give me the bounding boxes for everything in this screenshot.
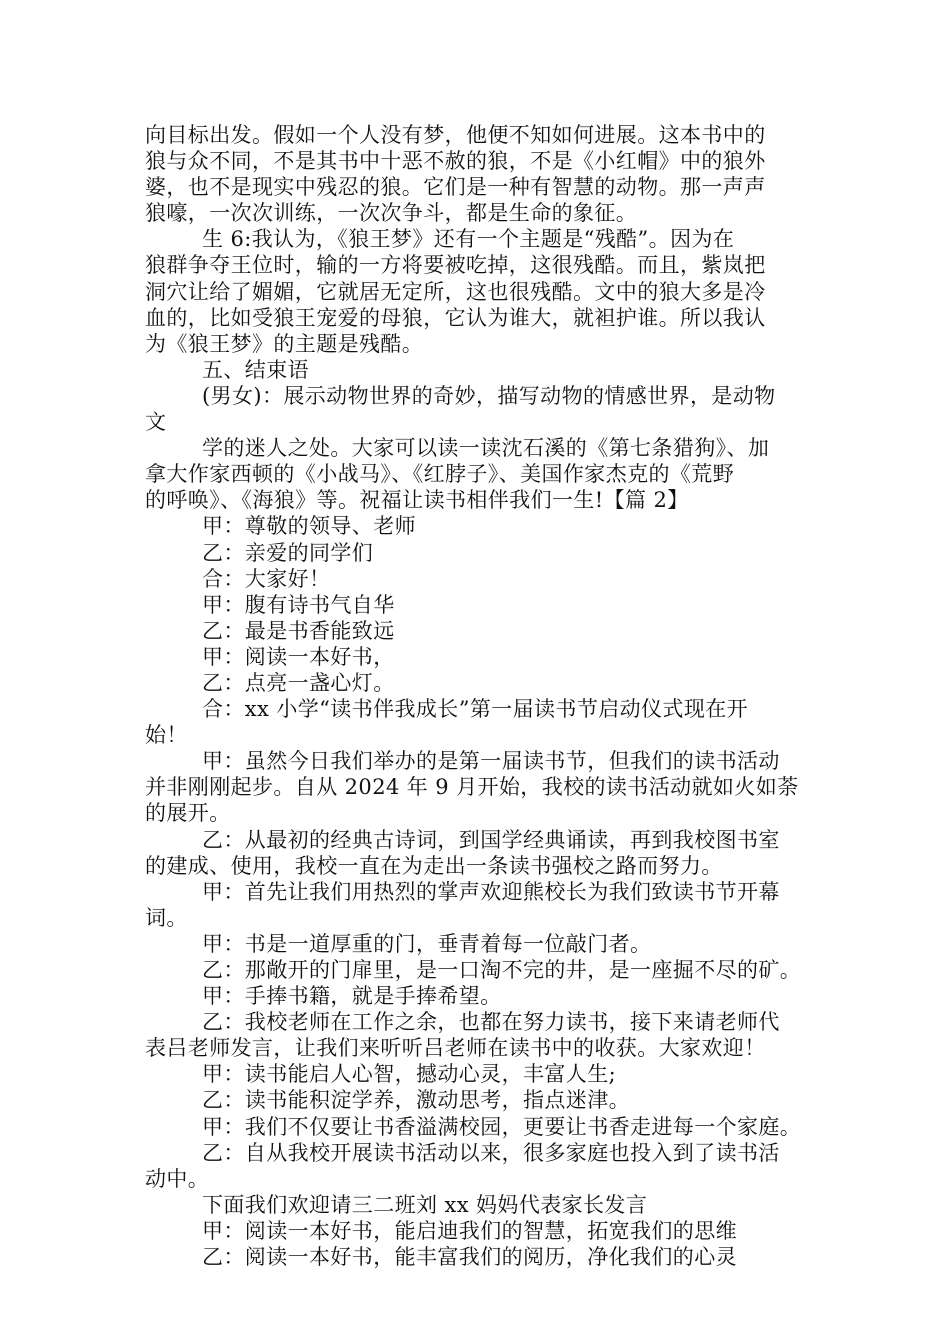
text-line: 乙：点亮一盏心灯。 (202, 670, 395, 695)
text-line: 为《狼王梦》的主题是残酷。 (145, 331, 424, 356)
text-line: 甲：阅读一本好书， (202, 644, 395, 669)
text-line: 向目标出发。假如一个人没有梦，他便不知如何进展。这本书中的 (145, 123, 766, 147)
text-line: 的建成、使用，我校一直在为走出一条读书强校之路而努力。 (145, 853, 723, 878)
text-line: 乙：阅读一本好书，能丰富我们的阅历，净化我们的心灵 (202, 1245, 737, 1270)
text-line: 的呼唤》、《海狼》等。祝福让读书相伴我们一生!【篇 2】 (145, 488, 689, 513)
text-line: 始！ (145, 723, 188, 748)
text-line: 甲：首先让我们用热烈的掌声欢迎熊校长为我们致读书节开幕 (202, 879, 780, 904)
text-line: 乙：从最初的经典古诗词，到国学经典诵读，再到我校图书室 (202, 827, 780, 852)
text-line: 狼嚎，一次次训练，一次次争斗，都是生命的象征。 (145, 201, 638, 226)
text-line: 乙：那敞开的门扉里，是一口淘不完的井，是一座掘不尽的矿。 (202, 958, 802, 982)
text-line: 甲：我们不仅要让书香溢满校园，更要让书香走进每一个家庭。 (202, 1114, 802, 1139)
text-line: 表吕老师发言，让我们来听听吕老师在读书中的收获。大家欢迎！ (145, 1036, 766, 1061)
text-line: 甲：腹有诗书气自华 (202, 592, 395, 617)
text-line: 狼群争夺王位时，输的一方将要被吃掉，这很残酷。而且，紫岚把 (145, 253, 766, 278)
text-line: 甲：手捧书籍，就是手捧希望。 (202, 984, 502, 1009)
text-line: 下面我们欢迎请三二班刘 xx 妈妈代表家长发言 (202, 1192, 648, 1217)
text-line: 五、结束语 (202, 357, 309, 382)
text-line: 拿大作家西顿的《小战马》、《红脖子》、美国作家杰克的《荒野 (145, 462, 735, 487)
text-line: 文 (145, 410, 167, 435)
text-line: 狼与众不同，不是其书中十恶不赦的狼，不是《小红帽》中的狼外 (145, 149, 766, 174)
text-line: 洞穴让给了媚媚，它就居无定所，这也很残酷。文中的狼大多是冷 (145, 279, 766, 304)
text-line: 学的迷人之处。大家可以读一读沈石溪的《第七条猎狗》、加 (202, 436, 770, 461)
text-line: 词。 (145, 905, 188, 930)
text-line: 甲：读书能启人心智，撼动心灵，丰富人生; (202, 1062, 617, 1087)
text-line: 甲：虽然今日我们举办的是第一届读书节，但我们的读书活动 (202, 749, 780, 774)
text-line: 并非刚刚起步。自从 2024 年 9 月开始，我校的读书活动就如火如荼 (145, 775, 799, 800)
text-line: 乙：亲爱的同学们 (202, 540, 374, 565)
text-line: 乙：自从我校开展读书活动以来，很多家庭也投入到了读书活 (202, 1140, 780, 1165)
text-line: 生 6:我认为，《狼王梦》还有一个主题是“残酷”。因为在 (202, 227, 735, 252)
text-line: 甲：尊敬的领导、老师 (202, 514, 416, 539)
text-line: 乙：读书能积淀学养，激动思考，指点迷津。 (202, 1088, 630, 1113)
document-body (145, 122, 817, 1270)
text-line: 婆，也不是现实中残忍的狼。它们是一种有智慧的动物。那一声声 (145, 175, 766, 200)
text-line: 合：大家好！ (202, 566, 331, 591)
text-line: 乙：我校老师在工作之余，也都在努力读书，接下来请老师代 (202, 1010, 780, 1035)
text-line: 动中。 (145, 1166, 210, 1191)
text-line: 乙：最是书香能致远 (202, 618, 395, 643)
text-line: 血的，比如受狼王宠爱的母狼，它认为谁大，就袒护谁。所以我认 (145, 305, 766, 330)
text-line: (男女)：展示动物世界的奇妙，描写动物的情感世界，是动物 (202, 383, 776, 408)
text-line: 的展开。 (145, 801, 231, 826)
text-line: 合：xx 小学“读书伴我成长”第一届读书节启动仪式现在开 (202, 697, 749, 722)
text-line: 甲：阅读一本好书，能启迪我们的智慧，拓宽我们的思维 (202, 1218, 737, 1243)
text-line: 甲：书是一道厚重的门，垂青着每一位敲门者。 (202, 931, 652, 956)
